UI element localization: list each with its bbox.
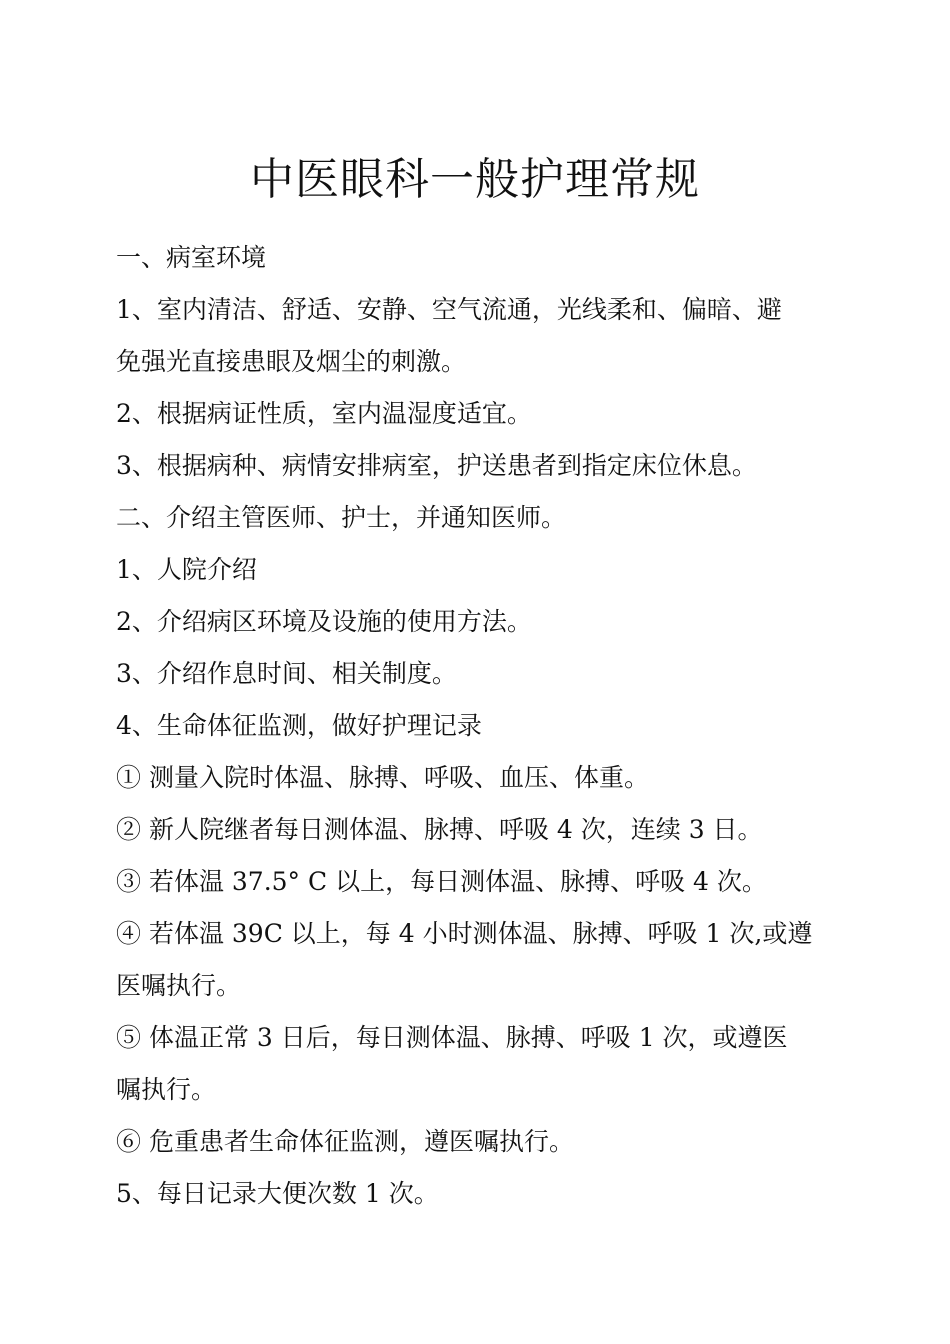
list-item: ④ 若体温 39C 以上，每 4 小时测体温、脉搏、呼吸 1 次,或遵 [116,919,813,948]
paragraph-line: 2、介绍病区环境及设施的使用方法。 [116,607,532,636]
document-body [116,232,841,1220]
paragraph-line: 1、人院介绍 [116,555,257,584]
list-item: ① 测量入院时体温、脉搏、呼吸、血压、体重。 [116,763,649,792]
list-item-continuation: 嘱执行。 [116,1075,217,1104]
section-heading: 二、介绍主管医师、护士，并通知医师。 [116,503,567,532]
list-item: ③ 若体温 37.5° C 以上，每日测体温、脉搏、呼吸 4 次。 [116,867,767,896]
paragraph-line: 5、每日记录大便次数 1 次。 [116,1179,439,1208]
list-item-continuation: 医嘱执行。 [116,971,242,1000]
list-item: ⑤ 体温正常 3 日后，每日测体温、脉搏、呼吸 1 次，或遵医 [116,1023,788,1052]
paragraph-line: 1、室内清洁、舒适、安静、空气流通，光线柔和、偏暗、避 [116,295,782,324]
paragraph-line: 4、生命体征监测，做好护理记录 [116,711,482,740]
paragraph-line: 2、根据病证性质，室内温湿度适宜。 [116,399,532,428]
document-title: 中医眼科一般护理常规 [250,154,700,205]
list-item: ⑥ 危重患者生命体征监测，遵医嘱执行。 [116,1127,574,1156]
paragraph-line: 免强光直接患眼及烟尘的刺激。 [116,347,467,376]
paragraph-line: 3、介绍作息时间、相关制度。 [116,659,457,688]
section-heading: 一、病室环境 [116,243,267,272]
paragraph-line: 3、根据病种、病情安排病室，护送患者到指定床位休息。 [116,451,757,480]
list-item: ② 新人院继者每日测体温、脉搏、呼吸 4 次，连续 3 日。 [116,815,763,844]
